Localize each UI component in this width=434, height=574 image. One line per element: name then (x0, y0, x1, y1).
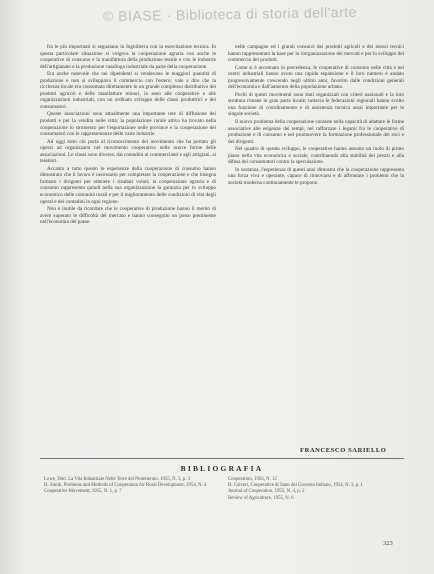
paragraph: nelle campagne ed i grandi consorzi dei prodotti agricoli e dei mezzi tecnici hanno rappresentato la base per la riorganizzazione dei mercati e per lo sviluppo del commercio dei prodotti. (228, 44, 404, 64)
text-column-right (228, 44, 404, 187)
bibliography-entry: Cooperative Movement, 1955, N. 1, p. 7 (44, 489, 122, 495)
bibliography-list-right (228, 477, 404, 502)
bibliography-entry: Review of Agriculture, 1955, N. 6 (228, 495, 294, 501)
paragraph: Come si è accennato in precedenza, le cooperative di consumo nelle città e nei centri industriali hanno avuto una rapida espansione e il loro numero è andato progressivamente crescendo negli ultimi anni, favorito dalle condizioni generali dell'economia e dall'aumento della popolazione urbana. (228, 64, 404, 91)
paragraph: Ad oggi tutto ciò porta al riconoscimento del movimento che ha portato gli operai ad organizzarsi nel movimento cooperativo nelle nuove forme delle associazioni. Le classi sono diverse, dai contadini ai commercianti e agli artigiani, ai tessitori. (40, 138, 216, 165)
bibliography-entry: H. Smith, Problems and Methods of Cooperation for Rural Development, 1954, N. 4 (44, 483, 207, 489)
page-number: 323 (383, 540, 393, 547)
section-divider (40, 458, 404, 459)
text-column-left (40, 44, 216, 227)
author-signature: FRANCESCO SARIELLO (300, 447, 387, 454)
paragraph: Non è inutile da ricordare che le cooperative di produzione hanno il merito di avere superato le difficoltà del mercato e hanno conseguito un posto preminente nell'economia del paese. (40, 206, 216, 226)
bibliography-entry: Journal of Cooperation, 1955, N. 4, p. 2 (228, 489, 305, 495)
bibliography-entry: Lowe, Dott. La Vita Industriale Nelle Terre del Protettorato, 1955, N. 3, p. 3 (44, 477, 190, 482)
bibliography-list-left (44, 477, 220, 496)
paragraph: Pochi di questi movimenti sono stati organizzati con criteri nazionali e la loro struttura rimane in gran parte locale; tuttavia le federazioni regionali hanno svolto una funzione di coordinamento e di assistenza tecnica assai importante per le singole società. (228, 91, 404, 118)
paragraph: In sostanza, l'esperienza di questi anni dimostra che la cooperazione rappresenta una forza viva e operante, capace di rinnovarsi e di affrontare i problemi che la società moderna continuamente le propone. (228, 166, 404, 186)
paragraph: Il nuovo problema della cooperazione consiste nella capacità di adattare le forme associative alle esigenze dei tempi, nel rafforzare i legami fra le cooperative di produzione e di consumo e nel promuovere la formazione professionale dei soci e dei dirigenti. (228, 119, 404, 145)
bibliography-entry: H. Calvert, Cooperative di Stato del Governo Indiano, 1954, N. 3, p. 1 (228, 483, 363, 489)
bibliography-entry: Cooperation, 1956, N. 12 (228, 477, 277, 482)
watermark-text: © BIASE · Biblioteca di storia dell'arte (102, 3, 358, 25)
paragraph: Queste associazioni sono attualmente una importante rete di diffusione dei prodotti e per la vendita nelle città; la popolazione rurale attiva ha trovato nella cooperazione lo strumento per l'esportazione nelle province e la cooperazione dei consumatori con le rappresentanze delle varie industrie. (40, 111, 216, 138)
bibliography-heading: BIBLIOGRAFIA (180, 464, 264, 473)
paragraph: fra le più importanti si segnalano in Inghilterra con la esercitazione tecnica. In questa particolare situazione si volgeva la cooperazione agraria con anche le cooperative di consumo e la manifattura della produzione tessile e con le industrie dell'artigianato e la produzione casalinga industriale da parte della cooperazione. (40, 44, 216, 70)
paragraph: Accanto a tutto questo le esperienze della cooperazione di consumo hanno dimostrato che il lavoro è necessario per completare la cooperazione e che bisogna formare i dirigenti per ottenere i risultati voluti; la cooperazione agraria e di consumo rappresenta quindi nella sua organizzazione la garanzia per lo sviluppo economico delle comunità rurali e per il miglioramento delle condizioni di vita degli operai e dei contadini in ogni regione. (40, 165, 216, 205)
paragraph: Nel quadro di questo sviluppo, le cooperative hanno assunto un ruolo di primo piano nella vita economica e sociale, contribuendo alla stabilità dei prezzi e alla difesa dei consumatori contro la speculazione. (228, 146, 404, 166)
paragraph: Era anche notevole che nei dipendenti si vendevano le maggiori quantità di produzione e non si sviluppava il commercio con l'estero; vale a dire che la ricchezza locale era consumata direttamente in un grande complesso distributivo dei prodotti agricoli e delle manifatture minori, in seno alle cooperative e alle organizzazioni industriali, con un ordinato sviluppo delle classi produttrici e dei consumatori. (40, 71, 216, 110)
